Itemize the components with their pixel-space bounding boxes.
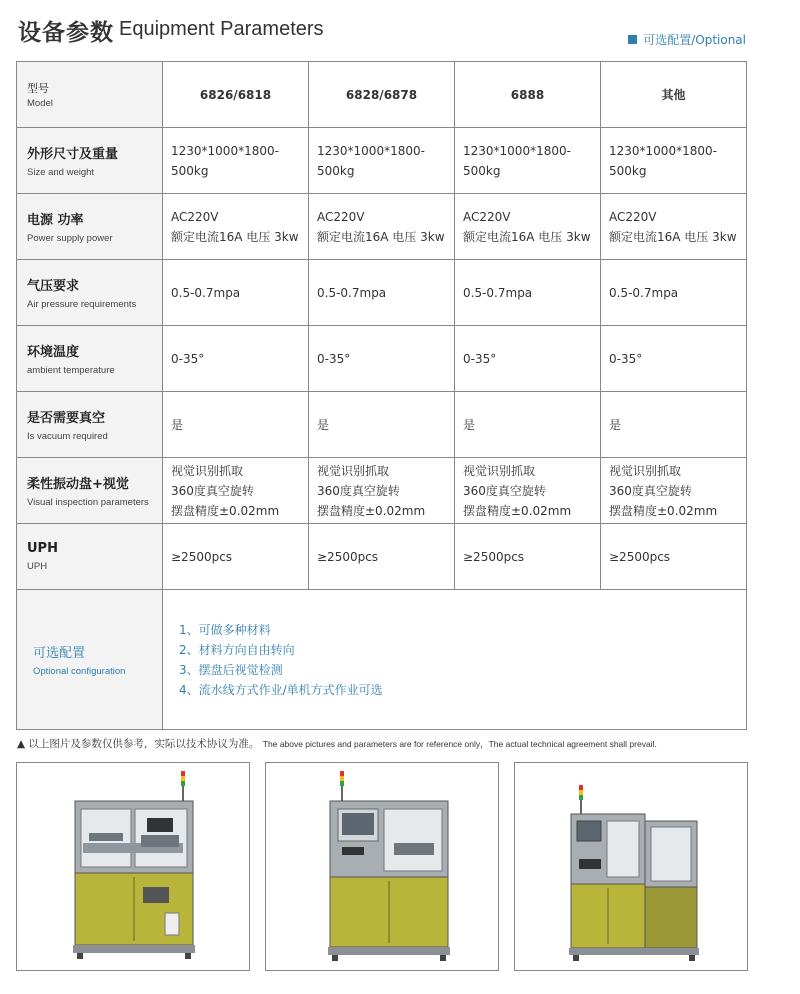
row-label [17, 458, 163, 524]
value-cell [455, 524, 601, 590]
value-line: 0-35° [609, 351, 643, 366]
value-cell [455, 326, 601, 392]
model-header: 其他 [601, 62, 747, 128]
value-line: 是 [317, 417, 330, 432]
value-line: 摆盘精度±0.02mm [609, 503, 718, 518]
row-label [17, 260, 163, 326]
table-row-optional [17, 590, 747, 730]
value-line: 0-35° [171, 351, 205, 366]
model-header: 6888 [455, 62, 601, 128]
value-line: AC220V [463, 209, 511, 224]
value-cell [309, 194, 455, 260]
row-label [17, 524, 163, 590]
value-cell [455, 458, 601, 524]
row-label [17, 392, 163, 458]
value-line: 360度真空旋转 [463, 483, 546, 498]
optional-label [17, 590, 163, 730]
machine-illustration-3 [515, 763, 747, 970]
row-label-en: Size and weight [27, 167, 95, 178]
value-line: 摆盘精度±0.02mm [463, 503, 572, 518]
value-cell [455, 260, 601, 326]
row-label [17, 62, 163, 128]
value-line: 额定电流16A 电压 3kw [317, 229, 445, 244]
value-line: 是 [609, 417, 622, 432]
value-cell [601, 326, 747, 392]
value-line: ≥2500pcs [317, 549, 379, 564]
value-line: 额定电流16A 电压 3kw [463, 229, 591, 244]
value-line: 0.5-0.7mpa [171, 285, 241, 300]
row-label-cn: 环境温度 [27, 345, 80, 360]
value-line: 0-35° [317, 351, 351, 366]
machine-photo-2 [265, 762, 499, 971]
value-cell [163, 458, 309, 524]
value-line: 摆盘精度±0.02mm [317, 503, 426, 518]
row-label-en: ambient temperature [27, 365, 115, 376]
machine-photo-3 [514, 762, 748, 971]
value-cell [309, 392, 455, 458]
table-row [17, 260, 747, 326]
value-line: 0-35° [463, 351, 497, 366]
optional-list-cell [163, 590, 747, 730]
machine-photo-1 [16, 762, 250, 971]
value-line: 摆盘精度±0.02mm [171, 503, 280, 518]
value-cell [309, 128, 455, 194]
table-row [17, 194, 747, 260]
optional-legend-label: 可选配置/Optional [643, 33, 746, 47]
value-cell [455, 194, 601, 260]
row-label [17, 326, 163, 392]
parameter-table [16, 61, 747, 730]
value-cell [309, 260, 455, 326]
row-label-cn: 柔性振动盘+视觉 [27, 477, 129, 492]
machine-illustration-2 [266, 763, 498, 970]
disclaimer-en: The above pictures and parameters are for reference only，The actual technical agreement shall prevail. [262, 739, 657, 749]
value-line: 视觉识别抓取 [317, 463, 390, 478]
value-line: 360度真空旋转 [171, 483, 254, 498]
value-line: 0.5-0.7mpa [463, 285, 533, 300]
value-line: AC220V [317, 209, 365, 224]
row-label-cn: 外形尺寸及重量 [27, 147, 119, 162]
value-line: 1230*1000*1800-500kg [609, 143, 717, 178]
table-row [17, 392, 747, 458]
optional-item: 1、可做多种材料 [179, 622, 271, 637]
value-cell [455, 128, 601, 194]
value-line: 360度真空旋转 [609, 483, 692, 498]
value-line: 1230*1000*1800-500kg [463, 143, 571, 178]
row-label [17, 128, 163, 194]
row-label-cn: 型号 [27, 82, 49, 95]
value-line: 0.5-0.7mpa [609, 285, 679, 300]
disclaimer [17, 736, 657, 751]
value-line: 1230*1000*1800-500kg [317, 143, 425, 178]
value-cell [601, 392, 747, 458]
row-label-en: Visual inspection parameters [27, 497, 149, 508]
row-label-cn: 气压要求 [27, 279, 80, 294]
table-row [17, 128, 747, 194]
value-cell [601, 524, 747, 590]
value-line: AC220V [609, 209, 657, 224]
model-header: 6828/6878 [309, 62, 455, 128]
table-row [17, 524, 747, 590]
optional-label-en: Optional configuration [33, 666, 126, 677]
legend-square-icon [628, 35, 637, 44]
table-row [17, 326, 747, 392]
value-cell [163, 392, 309, 458]
value-cell [601, 128, 747, 194]
value-cell [601, 194, 747, 260]
optional-item: 2、材料方向自由转向 [179, 642, 295, 657]
value-line: 0.5-0.7mpa [317, 285, 387, 300]
value-line: ≥2500pcs [463, 549, 525, 564]
optional-item: 4、流水线方式作业/单机方式作业可选 [179, 682, 383, 697]
row-label [17, 194, 163, 260]
row-label-en: Model [27, 98, 53, 109]
value-line: 视觉识别抓取 [609, 463, 682, 478]
value-cell [163, 194, 309, 260]
value-line: 1230*1000*1800-500kg [171, 143, 279, 178]
value-line: 额定电流16A 电压 3kw [609, 229, 737, 244]
row-label-en: Power supply power [27, 233, 113, 244]
row-label-en: Is vacuum required [27, 431, 108, 442]
value-line: 是 [463, 417, 476, 432]
value-line: 是 [171, 417, 184, 432]
value-line: ≥2500pcs [171, 549, 233, 564]
optional-legend [628, 31, 746, 48]
table-row-model [17, 62, 747, 128]
row-label-cn: UPH [27, 541, 58, 556]
page-title-en: Equipment Parameters [119, 18, 324, 40]
page-title-cn: 设备参数 [18, 20, 114, 46]
row-label-cn: 电源 功率 [27, 213, 84, 228]
value-line: 360度真空旋转 [317, 483, 400, 498]
machine-illustration-1 [17, 763, 249, 970]
table-row [17, 458, 747, 524]
optional-item: 3、摆盘后视觉检测 [179, 662, 283, 677]
value-line: AC220V [171, 209, 219, 224]
value-line: ≥2500pcs [609, 549, 671, 564]
value-cell [601, 458, 747, 524]
optional-list [171, 620, 738, 700]
value-cell [163, 524, 309, 590]
value-cell [601, 260, 747, 326]
value-cell [163, 326, 309, 392]
row-label-en: Air pressure requirements [27, 299, 137, 310]
disclaimer-cn: ▲ 以上图片及参数仅供参考，实际以技术协议为准。 [17, 738, 260, 750]
value-cell [309, 524, 455, 590]
model-header: 6826/6818 [163, 62, 309, 128]
row-label-en: UPH [27, 561, 48, 572]
row-label-cn: 是否需要真空 [27, 411, 106, 426]
value-cell [163, 128, 309, 194]
value-cell [309, 458, 455, 524]
optional-label-cn: 可选配置 [33, 646, 86, 661]
value-line: 视觉识别抓取 [463, 463, 536, 478]
value-cell [455, 392, 601, 458]
value-cell [163, 260, 309, 326]
value-line: 视觉识别抓取 [171, 463, 244, 478]
value-cell [309, 326, 455, 392]
value-line: 额定电流16A 电压 3kw [171, 229, 299, 244]
